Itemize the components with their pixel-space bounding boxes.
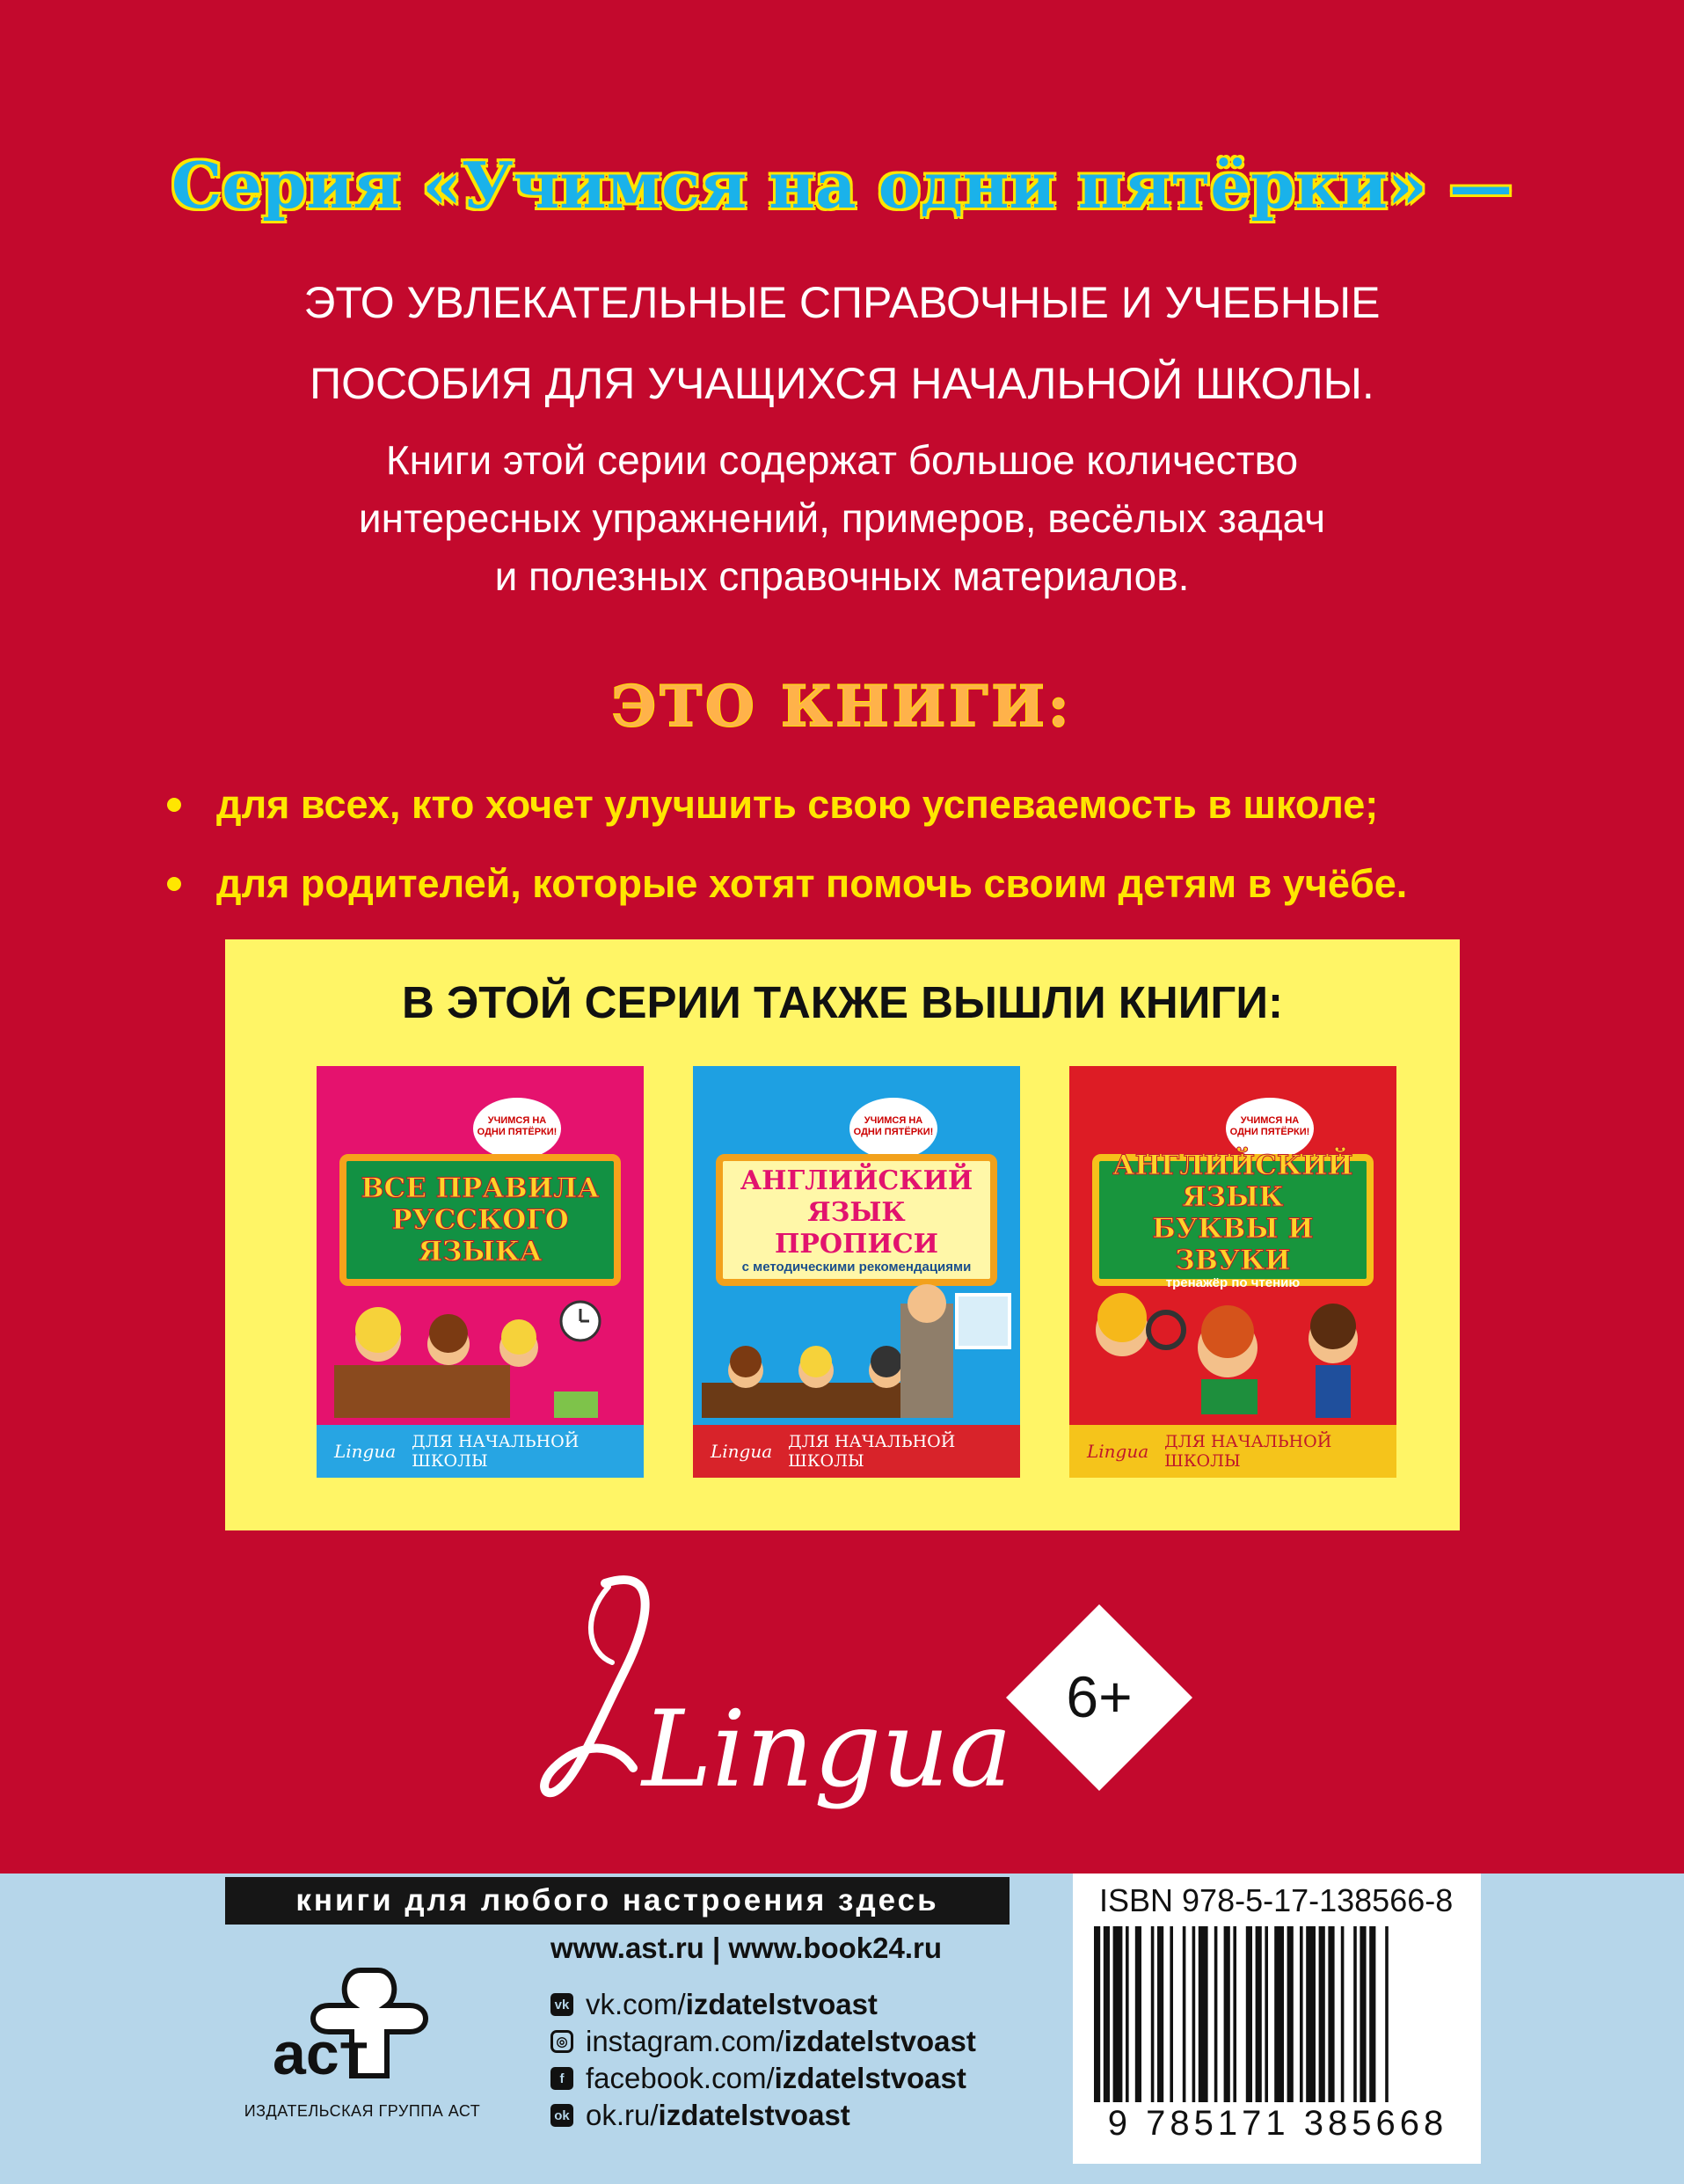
lingua-wordmark: Lingua xyxy=(642,1689,1012,1811)
series-intro xyxy=(0,262,1684,424)
odnoklassniki-icon: ok xyxy=(550,2104,573,2127)
barcode-bar xyxy=(1256,1926,1262,2102)
cover-title-line: ЯЗЫК xyxy=(807,1197,906,1228)
barcode-bar xyxy=(1265,1926,1268,2102)
barcode-bar xyxy=(1183,1926,1186,2102)
series-badge: УЧИМСЯ НА ОДНИ ПЯТЁРКИ! xyxy=(1226,1098,1314,1159)
social-links xyxy=(550,1986,976,2134)
barcode-bar xyxy=(1104,1926,1110,2102)
cover-footer xyxy=(693,1425,1020,1478)
list-item xyxy=(167,765,1574,844)
social-link-facebook[interactable] xyxy=(550,2060,976,2097)
cover-title-line: ЯЗЫК xyxy=(1182,1181,1284,1213)
age-rating-text: 6+ xyxy=(1066,1664,1133,1729)
cover-illustration xyxy=(693,1295,1020,1425)
bullet-icon xyxy=(167,877,181,891)
also-published-panel xyxy=(225,939,1460,1530)
barcode-bar xyxy=(1287,1926,1294,2102)
social-link-handle: izdatelstvoast xyxy=(784,2025,976,2057)
cover-footer-text: ДЛЯ НАЧАЛЬНОЙ ШКОЛЫ xyxy=(412,1432,580,1471)
barcode-bar xyxy=(1306,1926,1316,2102)
brand-logo: Lingua xyxy=(711,1441,773,1462)
barcode-bar xyxy=(1385,1926,1389,2102)
cover-title-line: БУКВЫ И ЗВУКИ xyxy=(1152,1213,1314,1276)
cover-title-line: РУССКОГО xyxy=(391,1204,569,1236)
brand-logo: Lingua xyxy=(334,1441,397,1462)
barcode-bar xyxy=(1246,1926,1252,2102)
cover-illustration xyxy=(317,1295,644,1425)
list-item-text: для родителей, которые хотят помочь своим детям в учёбе. xyxy=(216,861,1408,906)
social-link-prefix: vk.com/ xyxy=(586,1988,686,2020)
book-cover-english-letters-sounds xyxy=(1069,1066,1396,1478)
facebook-icon: f xyxy=(550,2067,573,2090)
list-item-text: для всех, кто хочет улучшить свою успеваемость в школе; xyxy=(216,782,1379,827)
cover-footer-text: ДЛЯ НАЧАЛЬНОЙ ШКОЛЫ xyxy=(788,1432,956,1471)
social-link-prefix: facebook.com/ xyxy=(586,2062,775,2094)
barcode-bar xyxy=(1319,1926,1325,2102)
ast-logo-text: аст xyxy=(273,2020,368,2087)
cover-title-board xyxy=(716,1154,997,1286)
barcode-bar xyxy=(1199,1926,1208,2102)
also-published-heading: В ЭТОЙ СЕРИИ ТАКЖЕ ВЫШЛИ КНИГИ: xyxy=(402,977,1283,1027)
publisher-caption: ИЗДАТЕЛЬСКАЯ ГРУППА АСТ xyxy=(244,2102,481,2120)
barcode-bar xyxy=(1224,1926,1230,2102)
barcode-bar xyxy=(1233,1926,1236,2102)
list-item xyxy=(167,844,1574,924)
cover-illustration xyxy=(1069,1295,1396,1425)
barcode-bar xyxy=(1094,1926,1100,2102)
barcode-bar xyxy=(1328,1926,1334,2102)
books-heading: ЭТО КНИГИ: xyxy=(611,674,1073,740)
cover-title xyxy=(1099,1150,1367,1290)
cover-title-line: АНГЛИЙСКИЙ xyxy=(740,1165,973,1196)
cover-title xyxy=(361,1172,599,1267)
barcode-bar xyxy=(1369,1926,1375,2102)
intro-line: ПОСОБИЯ ДЛЯ УЧАЩИХСЯ НАЧАЛЬНОЙ ШКОЛЫ. xyxy=(310,359,1374,408)
vk-icon: vk xyxy=(550,1993,573,2016)
cover-subtitle: тренажёр по чтению xyxy=(1165,1275,1301,1290)
barcode-bar xyxy=(1341,1926,1345,2102)
series-badge: УЧИМСЯ НА ОДНИ ПЯТЁРКИ! xyxy=(473,1098,561,1159)
description-line: Книги этой серии содержат большое количество xyxy=(385,437,1299,483)
barcode-bar xyxy=(1135,1926,1141,2102)
barcode-bar xyxy=(1300,1926,1303,2102)
ean-number: 9 785171 385668 xyxy=(1107,2104,1448,2143)
barcode-bar xyxy=(1113,1926,1123,2102)
description-line: интересных упражнений, примеров, весёлых задач xyxy=(358,495,1326,541)
social-link-prefix: instagram.com/ xyxy=(586,2025,784,2057)
lingua-logo xyxy=(528,1566,1012,1830)
social-link-handle: izdatelstvoast xyxy=(774,2062,966,2094)
ast-publisher-logo xyxy=(255,1953,466,2085)
bullet-icon xyxy=(167,798,181,812)
isbn-barcode xyxy=(1073,1874,1481,2164)
cover-footer xyxy=(317,1425,644,1478)
website-links[interactable]: www.ast.ru | www.book24.ru xyxy=(550,1932,943,1964)
brand-logo: Lingua xyxy=(1087,1441,1149,1462)
cover-title-board xyxy=(339,1154,621,1286)
cover-title-board xyxy=(1092,1150,1374,1290)
barcode-bar xyxy=(1151,1926,1155,2102)
series-description xyxy=(0,431,1684,605)
cover-footer xyxy=(1069,1425,1396,1478)
social-link-odnoklassniki[interactable] xyxy=(550,2097,976,2134)
social-link-vk[interactable] xyxy=(550,1986,976,2023)
audience-list xyxy=(167,765,1574,924)
social-link-handle: izdatelstvoast xyxy=(658,2099,850,2131)
cover-footer-text: ДЛЯ НАЧАЛЬНОЙ ШКОЛЫ xyxy=(1164,1432,1332,1471)
series-badge: УЧИМСЯ НА ОДНИ ПЯТЁРКИ! xyxy=(849,1098,937,1159)
book-cover-english-copybook xyxy=(693,1066,1020,1478)
age-rating-badge xyxy=(1002,1601,1196,1794)
description-line: и полезных справочных материалов. xyxy=(494,553,1190,599)
barcode-bar xyxy=(1170,1926,1173,2102)
cover-title xyxy=(740,1165,973,1275)
cover-title-line: АНГЛИЙСКИЙ xyxy=(1112,1150,1353,1181)
barcode-bar xyxy=(1214,1926,1218,2102)
barcode-bars xyxy=(1094,1926,1463,2102)
cover-title-line: ВСЕ ПРАВИЛА xyxy=(361,1172,600,1204)
barcode-bar xyxy=(1192,1926,1196,2102)
social-link-prefix: ok.ru/ xyxy=(586,2099,659,2131)
barcode-bar xyxy=(1157,1926,1163,2102)
instagram-icon: ◎ xyxy=(550,2030,573,2053)
isbn-number: ISBN 978-5-17-138566-8 xyxy=(1099,1882,1454,1918)
intro-line: ЭТО УВЛЕКАТЕЛЬНЫЕ СПРАВОЧНЫЕ И УЧЕБНЫЕ xyxy=(303,278,1381,327)
cover-subtitle: с методическими рекомендациями xyxy=(741,1260,972,1275)
series-title: Серия «Учимся на одни пятёрки» — xyxy=(171,148,1513,223)
social-link-handle: izdatelstvoast xyxy=(685,1988,878,2020)
barcode-bar xyxy=(1353,1926,1357,2102)
social-link-instagram[interactable] xyxy=(550,2023,976,2060)
tagline: книги для любого настроения здесь xyxy=(225,1877,1010,1925)
barcode-bar xyxy=(1126,1926,1129,2102)
book-cover-russian-rules xyxy=(317,1066,644,1478)
barcode-bar xyxy=(1360,1926,1366,2102)
barcode-bar xyxy=(1274,1926,1284,2102)
cover-title-line: ПРОПИСИ xyxy=(775,1229,938,1260)
cover-title-line: ЯЗЫКА xyxy=(418,1236,543,1267)
